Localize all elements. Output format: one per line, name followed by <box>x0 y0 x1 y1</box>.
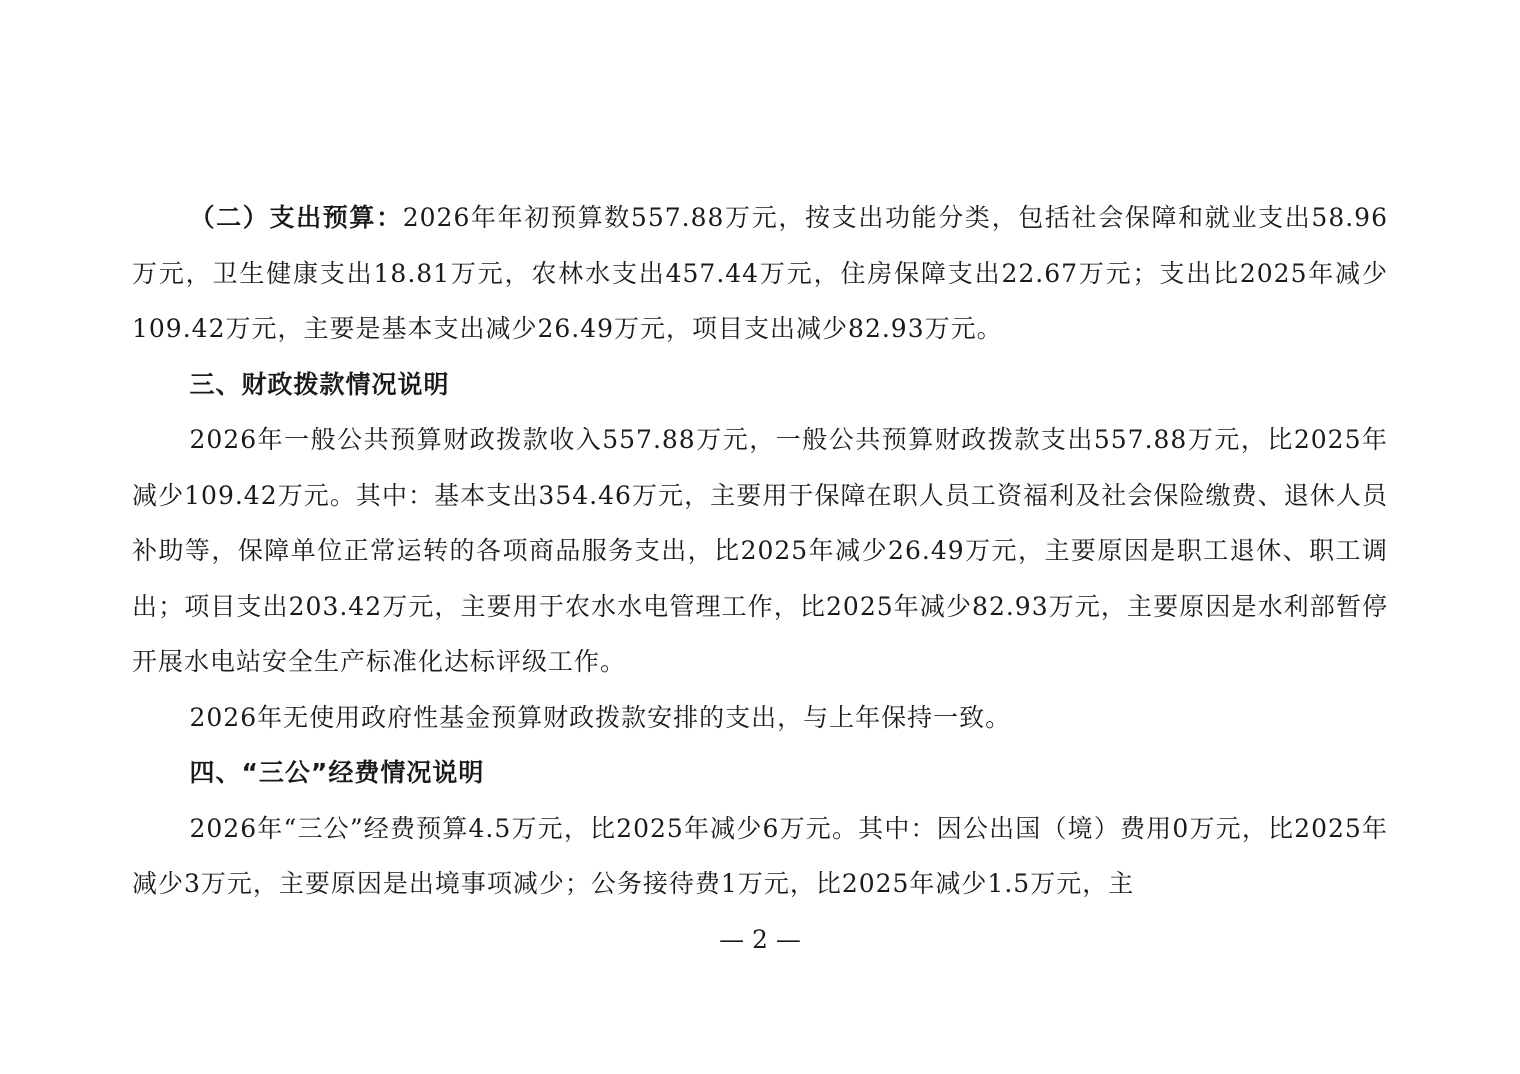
document-body <box>132 190 1388 912</box>
paragraph-expenditure-budget <box>132 190 1388 357</box>
heading-fiscal-appropriation: 三、财政拨款情况说明 <box>189 369 450 399</box>
paragraph-three-public-expenses-1: 2026年“三公”经费预算4.5万元，比2025年减少6万元。其中：因公出国（境）费用0万元，比2025年减少3万元，主要原因是出境事项减少；公务接待费1万元，比2025年减少1.5万元，主 <box>132 813 1388 898</box>
expenditure-budget-label: （二）支出预算： <box>189 203 403 232</box>
paragraph-fiscal-appropriation-1: 2026年一般公共预算财政拨款收入557.88万元，一般公共预算财政拨款支出557.88万元，比2025年减少109.42万元。其中：基本支出354.46万元，主要用于保障在职人员工资福利及社会保险缴费、退休人员补助等，保障单位正常运转的各项商品服务支出，比2025年减少26.49万元，主要原因是职工退休、职工调出；项目支出203.42万元，主要用于农水水电管理工作，比2025年减少82.93万元，主要原因是水利部暂停开展水电站安全生产标准化达标评级工作。 <box>132 425 1388 676</box>
heading-three-public-expenses: 四、“三公”经费情况说明 <box>189 758 485 787</box>
expenditure-budget-text: 2026年年初预算数557.88万元，按支出功能分类，包括社会保障和就业支出58.96万元，卫生健康支出18.81万元，农林水支出457.44万元，住房保障支出22.67万元；支出比2025年减少109.42万元，主要是基本支出减少26.49万元，项目支出减少82.93万元。 <box>132 203 1388 343</box>
paragraph-fiscal-appropriation-2: 2026年无使用政府性基金预算财政拨款安排的支出，与上年保持一致。 <box>189 702 1012 732</box>
page-number: — 2 — <box>719 925 801 954</box>
